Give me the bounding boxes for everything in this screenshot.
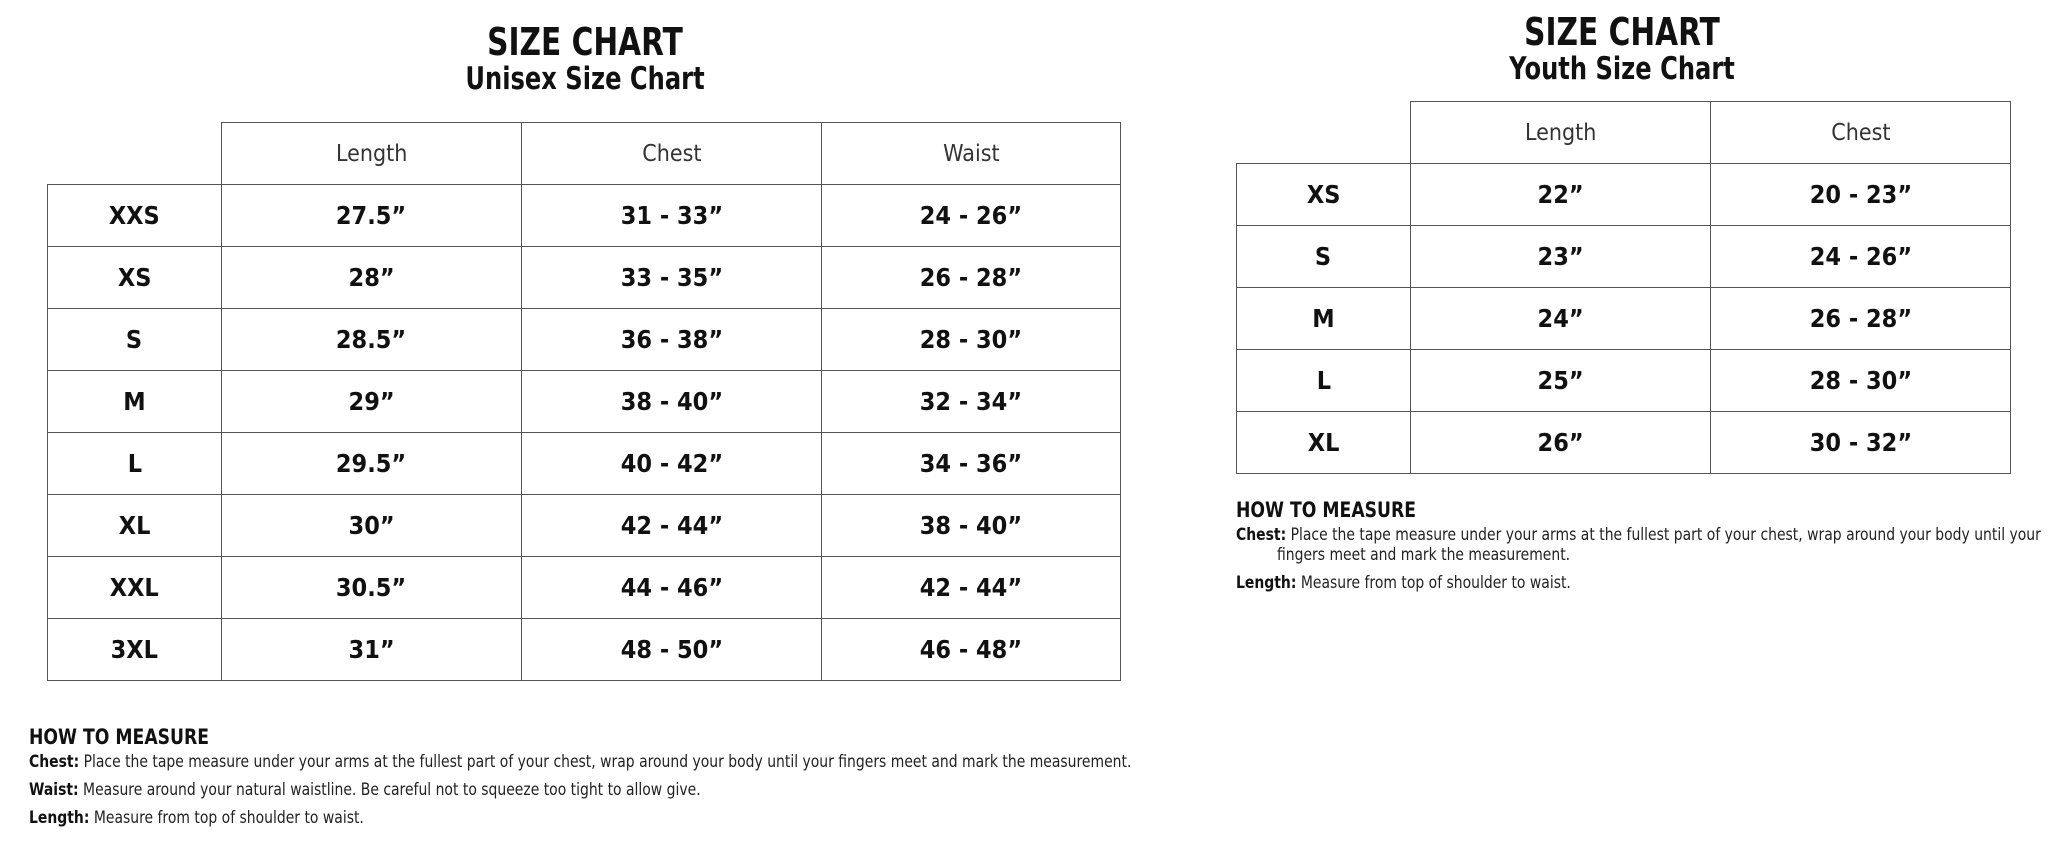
length-text: Measure from top of shoulder to waist.	[93, 808, 364, 828]
chest-text: Place the tape measure under your arms at the fullest part of your chest, wrap around your body until your fingers meet and mark the measurement.	[83, 752, 1132, 772]
chest-cell: 44 - 46”	[522, 557, 822, 619]
size-cell: L	[1237, 350, 1411, 412]
table-row	[48, 371, 1121, 433]
chest-cell: 48 - 50”	[522, 619, 822, 681]
length-cell: 30”	[222, 495, 522, 557]
unisex-header-blank	[48, 123, 222, 185]
table-row	[1237, 350, 2011, 412]
size-cell: 3XL	[48, 619, 222, 681]
table-row	[48, 247, 1121, 309]
size-cell: XXL	[48, 557, 222, 619]
youth-title: SIZE CHART	[1524, 10, 1720, 54]
size-cell: XS	[1237, 164, 1411, 226]
length-cell: 22”	[1411, 164, 1711, 226]
unisex-chest-instruction	[29, 752, 1131, 772]
unisex-title: SIZE CHART	[487, 20, 683, 64]
youth-length-instruction	[1236, 573, 2011, 593]
size-cell: S	[1237, 226, 1411, 288]
size-cell: XS	[48, 247, 222, 309]
chest-cell: 36 - 38”	[522, 309, 822, 371]
chest-cell: 33 - 35”	[522, 247, 822, 309]
waist-cell: 24 - 26”	[822, 185, 1121, 247]
table-row	[48, 495, 1121, 557]
unisex-waist-instruction	[29, 780, 1131, 800]
length-cell: 27.5”	[222, 185, 522, 247]
chest-cell: 20 - 23”	[1711, 164, 2011, 226]
length-cell: 26”	[1411, 412, 1711, 474]
length-cell: 23”	[1411, 226, 1711, 288]
unisex-how-to-measure	[29, 724, 1373, 828]
chest-label: Chest:	[29, 752, 80, 772]
chest-label: Chest:	[1236, 525, 1287, 545]
youth-subtitle: Youth Size Chart	[1509, 51, 1735, 87]
unisex-header-row	[48, 123, 1121, 185]
chest-cell: 26 - 28”	[1711, 288, 2011, 350]
length-cell: 29”	[222, 371, 522, 433]
size-cell: XXS	[48, 185, 222, 247]
length-cell: 24”	[1411, 288, 1711, 350]
unisex-how-to-title: HOW TO MEASURE	[29, 725, 210, 749]
table-row	[1237, 288, 2011, 350]
length-label: Length:	[29, 808, 90, 828]
unisex-header-length: Length	[222, 123, 522, 185]
table-row	[1237, 412, 2011, 474]
chest-text: Place the tape measure under your arms at the fullest part of your chest, wrap around your body until your fingers meet and mark the measurement.	[1277, 525, 2041, 565]
size-cell: S	[48, 309, 222, 371]
length-cell: 29.5”	[222, 433, 522, 495]
unisex-header-chest: Chest	[522, 123, 822, 185]
table-row	[48, 619, 1121, 681]
table-row	[1237, 164, 2011, 226]
unisex-title-block	[413, 22, 756, 96]
youth-size-table	[1236, 101, 2011, 474]
waist-cell: 26 - 28”	[822, 247, 1121, 309]
youth-chest-instruction	[1236, 525, 2048, 565]
length-label: Length:	[1236, 573, 1297, 593]
youth-how-to-measure	[1236, 497, 2048, 593]
waist-cell: 42 - 44”	[822, 557, 1121, 619]
waist-cell: 34 - 36”	[822, 433, 1121, 495]
table-row	[48, 185, 1121, 247]
unisex-subtitle: Unisex Size Chart	[465, 61, 705, 97]
waist-cell: 32 - 34”	[822, 371, 1121, 433]
chest-cell: 38 - 40”	[522, 371, 822, 433]
chest-cell: 24 - 26”	[1711, 226, 2011, 288]
chest-cell: 30 - 32”	[1711, 412, 2011, 474]
length-cell: 31”	[222, 619, 522, 681]
table-row	[1237, 226, 2011, 288]
length-cell: 25”	[1411, 350, 1711, 412]
waist-label: Waist:	[29, 780, 79, 800]
length-cell: 28”	[222, 247, 522, 309]
youth-header-length: Length	[1411, 102, 1711, 164]
size-cell: XL	[48, 495, 222, 557]
youth-title-block	[1450, 12, 1793, 86]
unisex-size-table	[47, 122, 1121, 681]
chest-cell: 40 - 42”	[522, 433, 822, 495]
youth-header-blank	[1237, 102, 1411, 164]
chest-cell: 31 - 33”	[522, 185, 822, 247]
length-cell: 28.5”	[222, 309, 522, 371]
unisex-length-instruction	[29, 808, 1131, 828]
waist-cell: 46 - 48”	[822, 619, 1121, 681]
chest-cell: 28 - 30”	[1711, 350, 2011, 412]
youth-header-row	[1237, 102, 2011, 164]
youth-header-chest: Chest	[1711, 102, 2011, 164]
table-row	[48, 557, 1121, 619]
waist-cell: 38 - 40”	[822, 495, 1121, 557]
size-cell: M	[1237, 288, 1411, 350]
size-cell: XL	[1237, 412, 1411, 474]
size-cell: L	[48, 433, 222, 495]
length-text: Measure from top of shoulder to waist.	[1300, 573, 1571, 593]
unisex-header-waist: Waist	[822, 123, 1121, 185]
waist-cell: 28 - 30”	[822, 309, 1121, 371]
length-cell: 30.5”	[222, 557, 522, 619]
waist-text: Measure around your natural waistline. Be careful not to squeeze too tight to allow give.	[83, 780, 701, 800]
table-row	[48, 309, 1121, 371]
chest-cell: 42 - 44”	[522, 495, 822, 557]
table-row	[48, 433, 1121, 495]
youth-how-to-title: HOW TO MEASURE	[1236, 498, 1417, 522]
size-cell: M	[48, 371, 222, 433]
